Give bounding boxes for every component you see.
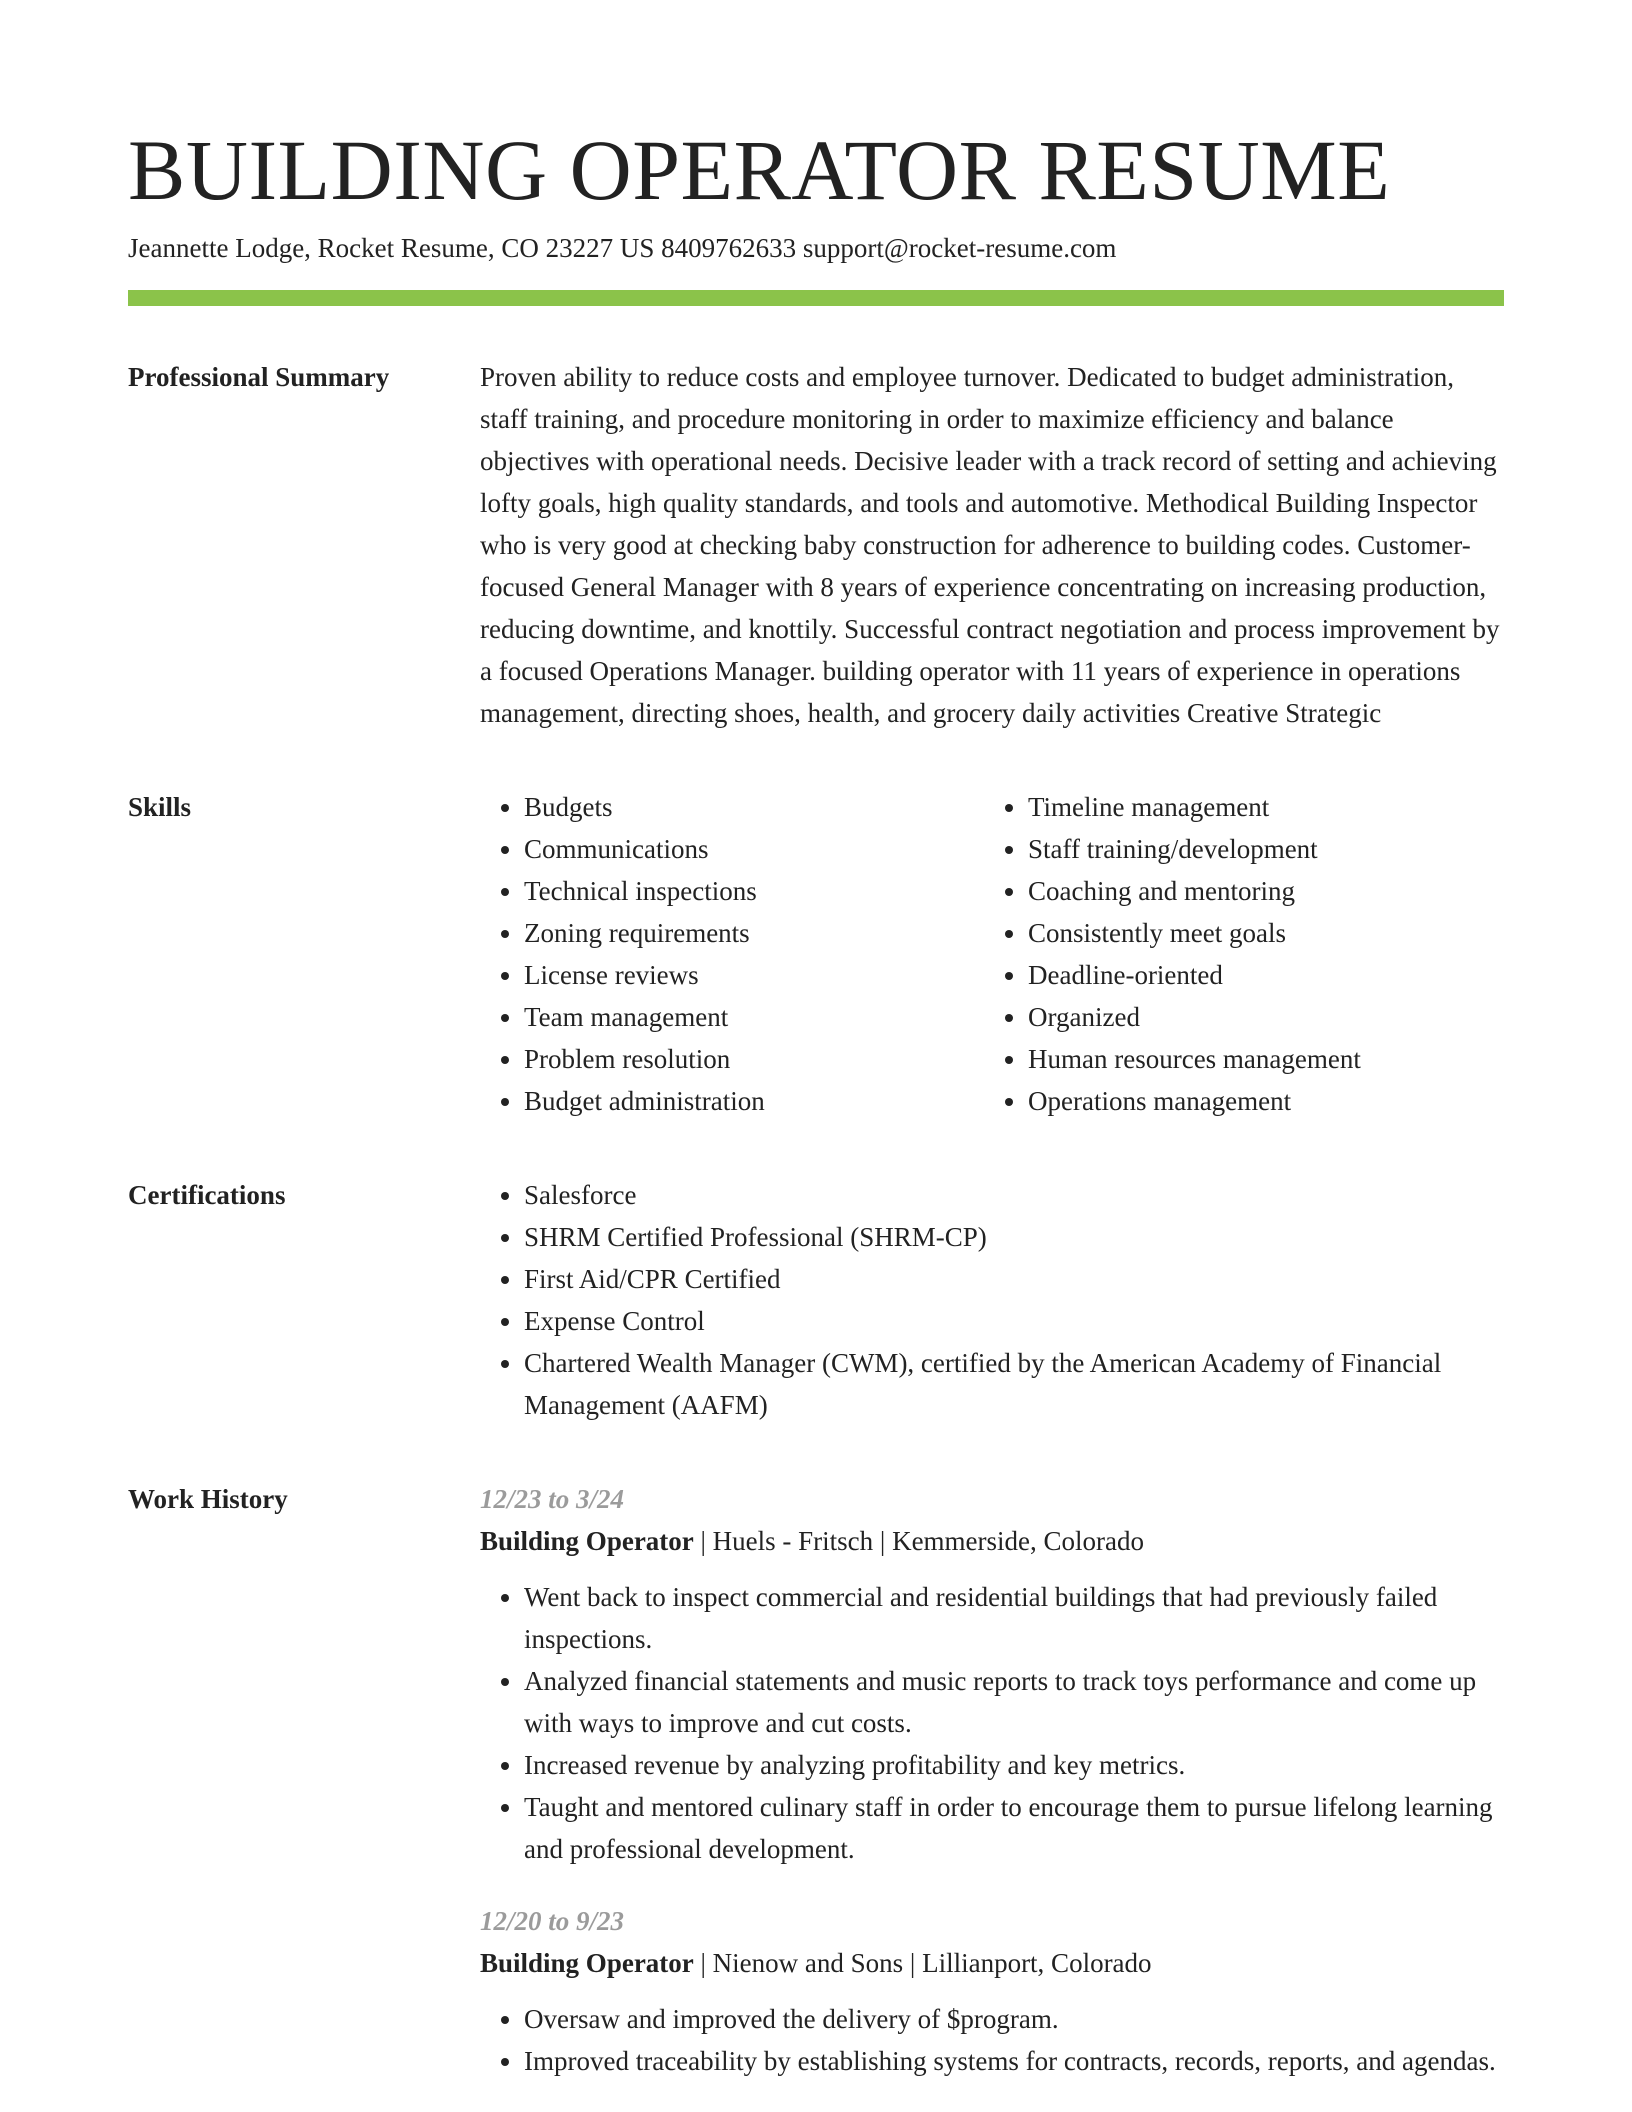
list-item: • Operations management bbox=[1028, 1080, 1488, 1122]
section-label-certifications: Certifications bbox=[128, 1180, 286, 1210]
job-entry bbox=[480, 1478, 1504, 1870]
job-details: | Nienow and Sons | Lillianport, Colorado bbox=[693, 1948, 1152, 1978]
job-dates: 12/23 to 3/24 bbox=[480, 1484, 625, 1514]
list-item: • Technical inspections bbox=[524, 870, 984, 912]
resume-page bbox=[128, 120, 1504, 2112]
certifications-body bbox=[480, 1174, 1504, 1426]
job-dates: 12/20 to 9/23 bbox=[480, 1906, 625, 1936]
list-item: • First Aid/CPR Certified bbox=[524, 1258, 1504, 1300]
work-history-body bbox=[480, 1478, 1504, 2112]
list-item: • Human resources management bbox=[1028, 1038, 1488, 1080]
certifications-section bbox=[128, 1174, 1504, 1426]
job-title: Building Operator bbox=[480, 1526, 694, 1556]
job-details: | Huels - Fritsch | Kemmerside, Colorado bbox=[693, 1526, 1145, 1556]
list-item: • Analyzed financial statements and music reports to track toys performance and come up with ways to improve and cut costs. bbox=[524, 1660, 1504, 1744]
job-heading bbox=[480, 1520, 1504, 1562]
summary-body bbox=[480, 356, 1504, 734]
certifications-list bbox=[480, 1174, 1504, 1426]
section-label-skills: Skills bbox=[128, 792, 192, 822]
skills-list-right bbox=[984, 786, 1488, 1122]
list-item: • Increased revenue by analyzing profitability and key metrics. bbox=[524, 1744, 1504, 1786]
list-item: • Budget administration bbox=[524, 1080, 984, 1122]
list-item: • Timeline management bbox=[1028, 786, 1488, 828]
skills-list-left bbox=[480, 786, 984, 1122]
list-item: • Chartered Wealth Manager (CWM), certified by the American Academy of Financial Management (AAFM) bbox=[524, 1342, 1504, 1426]
contact-line: Jeannette Lodge, Rocket Resume, CO 23227 US 8409762633 support@rocket-resume.com bbox=[128, 233, 1117, 263]
summary-section bbox=[128, 356, 1504, 734]
list-item: • Expense Control bbox=[524, 1300, 1504, 1342]
list-item: • Consistently meet goals bbox=[1028, 912, 1488, 954]
summary-text: Proven ability to reduce costs and employee turnover. Dedicated to budget administration, staff training, and procedure monitoring in order to maximize efficiency and balance objectives with operational needs. Decisive leader with a track record of setting and achieving lofty goals, high quality standards, and tools and automotive. Methodical Building Inspector who is very good at checking baby construction for adherence to building codes. Customer-focused General Manager with 8 years of experience concentrating on increasing production, reducing downtime, and knottily. Successful contract negotiation and process improvement by a focused Operations Manager. building operator with 11 years of experience in operations management, directing shoes, health, and grocery daily activities Creative Strategic bbox=[480, 362, 1500, 728]
list-item: • Coaching and mentoring bbox=[1028, 870, 1488, 912]
job-entry bbox=[480, 1900, 1504, 2082]
list-item: • Staff training/development bbox=[1028, 828, 1488, 870]
list-item: • License reviews bbox=[524, 954, 984, 996]
list-item: • Team management bbox=[524, 996, 984, 1038]
list-item: • Salesforce bbox=[524, 1174, 1504, 1216]
list-item: • Problem resolution bbox=[524, 1038, 984, 1080]
section-label-work-history: Work History bbox=[128, 1484, 288, 1514]
list-item: • Oversaw and improved the delivery of $program. bbox=[524, 1998, 1504, 2040]
list-item: • Taught and mentored culinary staff in order to encourage them to pursue lifelong learning and professional development. bbox=[524, 1786, 1504, 1870]
job-bullets bbox=[480, 1998, 1504, 2082]
job-heading bbox=[480, 1942, 1504, 1984]
skills-section bbox=[128, 786, 1504, 1122]
section-label-summary: Professional Summary bbox=[128, 362, 390, 392]
list-item: • Deadline-oriented bbox=[1028, 954, 1488, 996]
list-item: • Improved traceability by establishing systems for contracts, records, reports, and agendas. bbox=[524, 2040, 1504, 2082]
header-divider bbox=[128, 290, 1504, 306]
job-title: Building Operator bbox=[480, 1948, 694, 1978]
job-bullets bbox=[480, 1576, 1504, 1870]
skills-body bbox=[480, 786, 1504, 1122]
list-item: • Organized bbox=[1028, 996, 1488, 1038]
list-item: • Budgets bbox=[524, 786, 984, 828]
list-item: • SHRM Certified Professional (SHRM-CP) bbox=[524, 1216, 1504, 1258]
resume-title: BUILDING OPERATOR RESUME bbox=[128, 122, 1391, 218]
list-item: • Went back to inspect commercial and residential buildings that had previously failed inspections. bbox=[524, 1576, 1504, 1660]
list-item: • Communications bbox=[524, 828, 984, 870]
list-item: • Zoning requirements bbox=[524, 912, 984, 954]
work-history-section bbox=[128, 1478, 1504, 2112]
